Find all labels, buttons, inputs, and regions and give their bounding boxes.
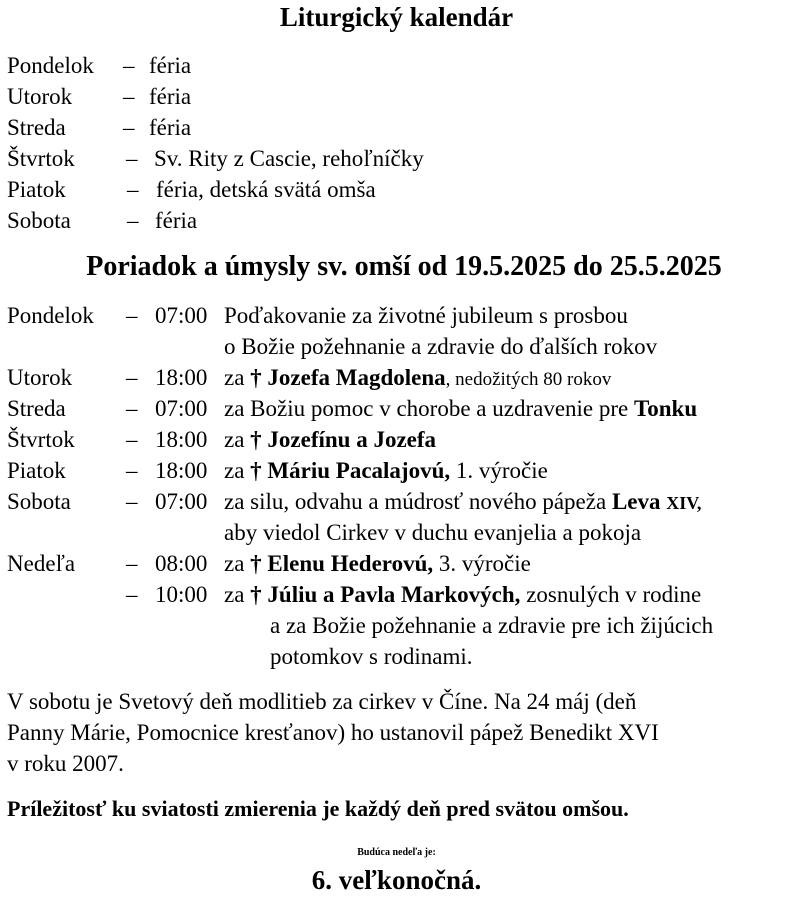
- notice-line: Panny Márie, Pomocnice kresťanov) ho ustanovil pápež Benedikt XVI: [7, 720, 659, 745]
- mass-dash: –: [126, 582, 138, 607]
- mass-time: 18:00: [155, 458, 208, 483]
- liturgical-day: Pondelok: [7, 53, 94, 78]
- mass-dash: –: [126, 551, 138, 576]
- masses-title: Poriadok a úmysly sv. omší od 19.5.2025 do 25.5.2025: [86, 251, 722, 282]
- mass-time: 10:00: [155, 582, 208, 607]
- liturgical-dash: –: [126, 146, 138, 171]
- mass-day: Pondelok: [7, 303, 94, 328]
- liturgical-dash: –: [127, 177, 139, 202]
- liturgical-feast: féria: [149, 115, 192, 140]
- liturgical-row: [7, 143, 793, 174]
- mass-dash: –: [126, 396, 138, 421]
- liturgical-feast: féria: [155, 208, 198, 233]
- mass-wednesday: [7, 393, 793, 424]
- liturgical-feast: Sv. Rity z Cascie, rehoľníčky: [154, 146, 424, 171]
- liturgical-feast: féria: [149, 84, 192, 109]
- mass-sunday-2: [7, 579, 793, 610]
- liturgical-feast: féria, detská svätá omša: [156, 177, 376, 202]
- deceased-name: † Júliu a Pavla Markových,: [250, 582, 521, 607]
- pope-name: Leva: [611, 489, 661, 514]
- liturgical-feast: féria: [149, 53, 192, 78]
- mass-time: 18:00: [155, 365, 208, 390]
- mass-time: 07:00: [155, 303, 208, 328]
- deceased-name: † Máriu Pacalajovú,: [250, 458, 451, 483]
- liturgical-dash: –: [123, 84, 135, 109]
- mass-intention: za † Jozefínu a Jozefa: [224, 427, 437, 452]
- mass-time: 07:00: [155, 489, 208, 514]
- mass-dash: –: [126, 365, 138, 390]
- mass-dash: –: [126, 489, 138, 514]
- mass-sunday-1: [7, 548, 793, 579]
- liturgical-row: [7, 174, 793, 205]
- mass-monday-cont: o Božie požehnanie a zdravie do ďalších rokov: [224, 334, 658, 359]
- liturgical-day: Streda: [7, 115, 66, 140]
- mass-time: 18:00: [155, 427, 208, 452]
- liturgical-day: Piatok: [7, 177, 66, 202]
- mass-dash: –: [126, 427, 138, 452]
- notice-line: V sobotu je Svetový deň modlitieb za cirkev v Číne. Na 24 máj (deň: [7, 689, 637, 714]
- mass-dash: –: [126, 458, 138, 483]
- mass-tuesday: [7, 362, 793, 393]
- mass-intention: Poďakovanie za životné jubileum s prosbou: [224, 303, 628, 328]
- confession-notice: Príležitosť ku sviatosti zmierenia je každý deň pred svätou omšou.: [7, 796, 629, 821]
- deceased-name: † Jozefínu a Jozefa: [250, 427, 437, 452]
- mass-intention: za silu, odvahu a múdrosť nového pápeža Leva XIV,: [224, 489, 702, 514]
- liturgical-day: Sobota: [7, 208, 71, 233]
- next-sunday-label: Budúca nedeľa je:: [357, 847, 436, 858]
- liturgical-day: Utorok: [7, 84, 73, 109]
- mass-intention: za † Jozefa Magdolena, nedožitých 80 rokov: [224, 365, 612, 390]
- liturgical-row: [7, 50, 793, 81]
- mass-day: Štvrtok: [7, 427, 75, 452]
- deceased-name: † Elenu Hederovú,: [250, 551, 434, 576]
- liturgical-row: [7, 81, 793, 112]
- deceased-name: † Jozefa Magdolena: [250, 365, 446, 390]
- mass-time: 08:00: [155, 551, 208, 576]
- liturgical-day: Štvrtok: [7, 146, 75, 171]
- mass-intention: za Božiu pomoc v chorobe a uzdravenie pre Tonku: [224, 396, 698, 421]
- liturgical-row: [7, 205, 793, 236]
- mass-day: Sobota: [7, 489, 71, 514]
- liturgical-dash: –: [123, 53, 135, 78]
- liturgical-row: [7, 112, 793, 143]
- mass-time: 07:00: [155, 396, 208, 421]
- mass-day: Utorok: [7, 365, 73, 390]
- mass-dash: –: [126, 303, 138, 328]
- mass-saturday-cont: aby viedol Cirkev v duchu evanjelia a pokoja: [224, 520, 642, 545]
- mass-day: Nedeľa: [7, 551, 76, 576]
- mass-day: Streda: [7, 396, 66, 421]
- mass-day: Piatok: [7, 458, 66, 483]
- mass-monday: [7, 300, 793, 331]
- mass-saturday: [7, 486, 793, 517]
- liturgical-dash: –: [123, 115, 135, 140]
- mass-intention: za † Máriu Pacalajovú, 1. výročie: [224, 458, 548, 483]
- mass-thursday: [7, 424, 793, 455]
- notice-line: v roku 2007.: [7, 751, 124, 776]
- liturgical-dash: –: [127, 208, 139, 233]
- mass-sunday-2-cont: a za Božie požehnanie a zdravie pre ich žijúcich: [270, 613, 714, 638]
- person-name: Tonku: [634, 396, 698, 421]
- mass-intention: za † Júliu a Pavla Markových, zosnulých v rodine: [224, 582, 702, 607]
- mass-sunday-2-cont: potomkov s rodinami.: [270, 644, 473, 669]
- mass-friday: [7, 455, 793, 486]
- liturgical-title: Liturgický kalendár: [279, 2, 514, 32]
- next-sunday-name: 6. veľkonočná.: [311, 865, 482, 895]
- mass-intention: za † Elenu Hederovú, 3. výročie: [224, 551, 531, 576]
